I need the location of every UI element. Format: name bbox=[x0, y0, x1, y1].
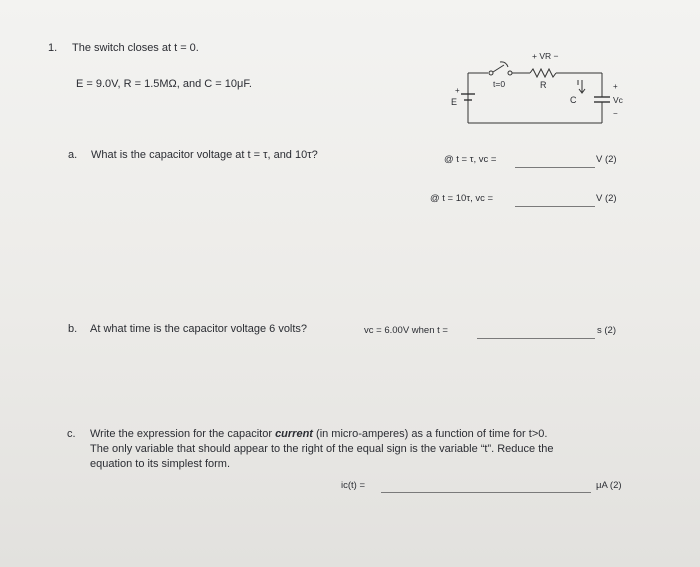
source-label: E bbox=[451, 97, 458, 107]
resistor-label: R bbox=[540, 80, 547, 90]
resistor-symbol bbox=[530, 69, 556, 77]
part-c-line-3: equation to its simplest form. bbox=[90, 458, 231, 470]
part-a-10tau-prefix: @ t = 10τ, vc = bbox=[430, 193, 494, 204]
vr-label: + VR − bbox=[532, 51, 559, 61]
part-c-line-1-post: (in micro-amperes) as a function of time for t>0. bbox=[312, 428, 548, 440]
part-b-prefix: vc = 6.00V when t = bbox=[364, 325, 448, 336]
part-c-line-1-pre: Write the expression for the capacitor bbox=[90, 428, 276, 440]
part-a-10tau-suffix: V (2) bbox=[596, 193, 617, 204]
part-a-tau-suffix: V (2) bbox=[596, 154, 617, 165]
capacitor-plus-sign: + bbox=[613, 82, 618, 91]
problem-statement: The switch closes at t = 0. bbox=[72, 42, 199, 54]
part-b-question: At what time is the capacitor voltage 6 volts? bbox=[90, 323, 308, 335]
part-a-10tau-answer-line[interactable] bbox=[515, 206, 595, 207]
part-c-letter: c. bbox=[67, 428, 76, 440]
part-c-line-1 bbox=[90, 428, 547, 440]
part-b-letter: b. bbox=[68, 323, 78, 335]
given-values: E = 9.0V, R = 1.5MΩ, and C = 10μF. bbox=[76, 78, 252, 90]
part-c-answer-line[interactable] bbox=[381, 492, 591, 493]
capacitor-label: C bbox=[570, 95, 577, 105]
rc-circuit-diagram bbox=[430, 44, 630, 134]
part-a-tau-prefix: @ t = τ, vc = bbox=[444, 154, 497, 165]
part-a-question: What is the capacitor voltage at t = τ, and 10τ? bbox=[91, 149, 318, 161]
switch-blade bbox=[493, 65, 504, 72]
capacitor-minus-sign: − bbox=[613, 109, 618, 118]
battery-plus-sign: + bbox=[455, 86, 460, 95]
part-b-suffix: s (2) bbox=[597, 325, 616, 336]
problem-number: 1. bbox=[48, 42, 58, 54]
switch-contact-left bbox=[489, 71, 493, 75]
part-b-answer-line[interactable] bbox=[477, 338, 595, 339]
part-c-answer-prefix: ic(t) = bbox=[341, 480, 366, 491]
part-a-tau-answer-line[interactable] bbox=[515, 167, 595, 168]
switch-time-label: t=0 bbox=[493, 79, 506, 89]
part-c-line-2: The only variable that should appear to the right of the equal sign is the variable “t”. Reduce the bbox=[90, 443, 554, 455]
switch-contact-right bbox=[508, 71, 512, 75]
part-a-letter: a. bbox=[68, 149, 78, 161]
part-c-current-emphasis: current bbox=[275, 428, 313, 440]
vc-label: Vc bbox=[613, 95, 623, 105]
part-c-answer-suffix: μA (2) bbox=[596, 480, 622, 491]
